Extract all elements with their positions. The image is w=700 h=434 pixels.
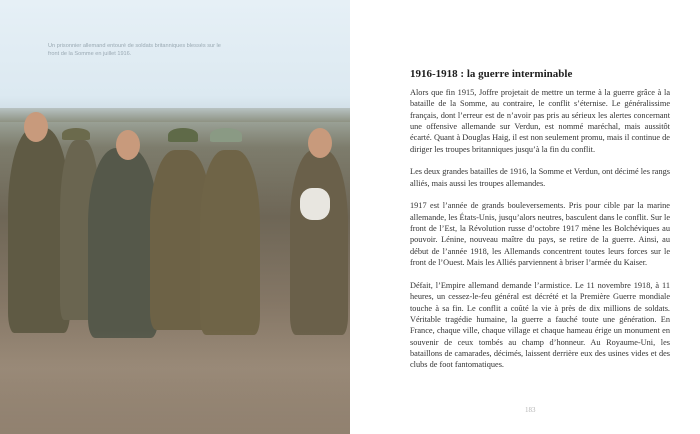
paragraph: 1917 est l’année de grands bouleversements. Pris pour cible par la marine allemande, les États-Unis, jusqu’alors neutres, basculent dans le conflit. Sur le front de l’Est, la Révolution russe d’octobre 1917 mène les Bolchéviques au pouvoir. Lénine, nouveau maître du pays, se retire de la guerre. Ainsi, au début de l’année 1918, les Allemands concentrent toutes leurs forces sur le front de l’Ouest. Mais les Alliés parviennent à briser l’armée du Kaiser. — [410, 201, 670, 268]
soldier-figure — [200, 150, 260, 335]
article-body — [410, 87, 670, 382]
soldier-head — [24, 112, 48, 142]
text-page — [350, 0, 700, 434]
helmet — [210, 128, 242, 142]
page-number: 183 — [525, 406, 536, 414]
prisoner-head — [116, 130, 140, 160]
muddy-ground — [0, 330, 350, 434]
helmet — [62, 128, 90, 140]
helmet — [168, 128, 198, 142]
soldier-head — [308, 128, 332, 158]
soldier-figure — [290, 150, 348, 335]
bandage — [300, 188, 330, 220]
photo-caption: Un prisonnier allemand entouré de soldats britanniques blessés sur le front de la Somme en juillet 1916. — [48, 43, 221, 57]
section-heading: 1916-1918 : la guerre interminable — [410, 68, 573, 80]
horizon — [0, 108, 350, 122]
prisoner-figure — [88, 148, 158, 338]
paragraph: Les deux grandes batailles de 1916, la Somme et Verdun, ont décimé les rangs alliés, mais aussi les troupes allemandes. — [410, 167, 670, 188]
paragraph: Alors que fin 1915, Joffre projetait de mettre un terme à la guerre grâce à la bataille de la Somme, au contraire, le conflit s’éternise. Le généralissime français, dont l’erreur est de n’avoir pas pris au sérieux les alertes concernant une offensive allemande sur Verdun, est nommé maréchal, mais aussitôt écarté. Quant à Douglas Haig, il est non seulement promu, mais il continue de diriger les troupes britanniques jusqu’à la fin du conflit. — [410, 88, 670, 154]
paragraph: Défait, l’Empire allemand demande l’armistice. Le 11 novembre 1918, à 11 heures, un cessez-le-feu général est décrété et la Première Guerre mondiale touche à sa fin. Le conflit a coûté la vie à près de dix millions de soldats. Véritable tragédie humaine, la guerre a fauché toute une génération. En France, chaque ville, chaque village et chaque hameau érige un monument en souvenir de ceux tombés au champ d’honneur. Au Royaume-Uni, les bataillons de camarades, décimés, laissent derrière eux des usines vides et des clubs de foot fantomatiques. — [410, 280, 670, 370]
